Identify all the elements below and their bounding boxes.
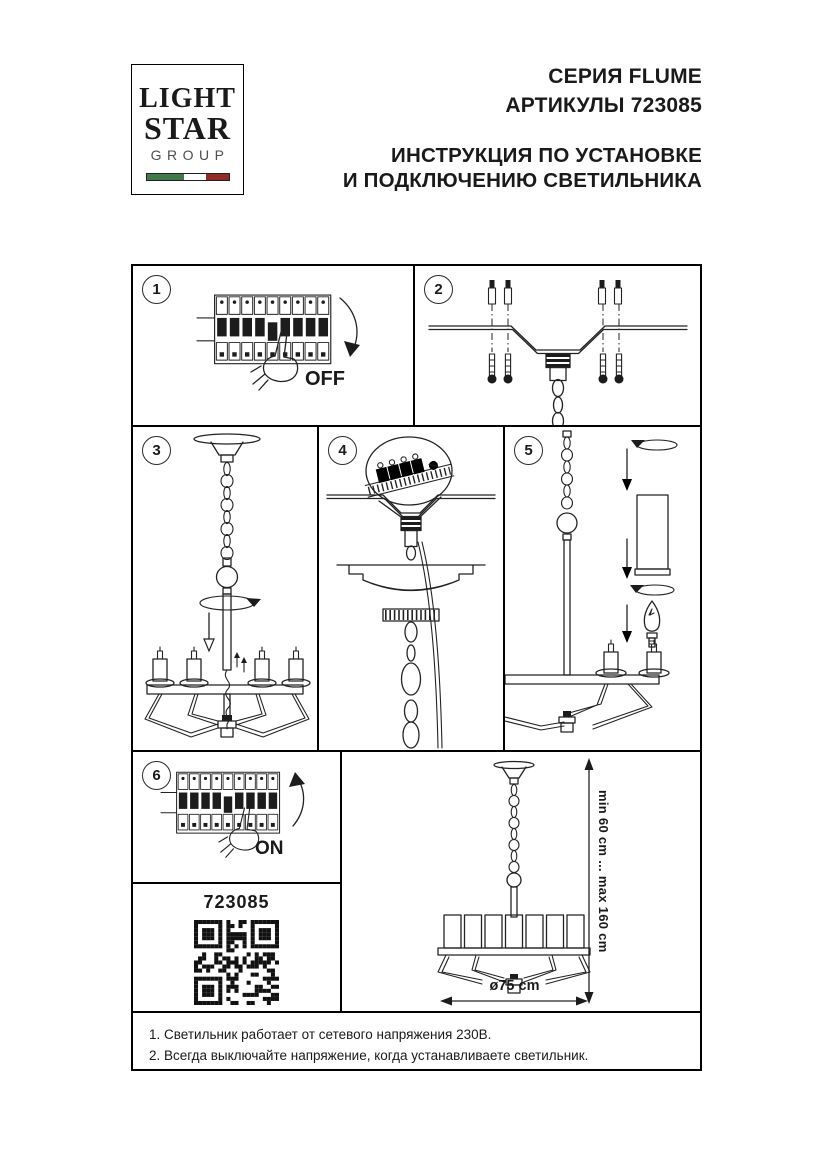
dimensions-figure [342, 752, 700, 1011]
chandelier-hanging-figure [133, 427, 317, 750]
series-title: СЕРИЯ FLUME [548, 65, 702, 88]
step-4-panel [317, 425, 505, 752]
step-5-badge: 5 [514, 436, 543, 465]
lightstar-logo [131, 64, 244, 195]
down-arrow-icon [622, 449, 632, 491]
step-6-panel [131, 750, 342, 884]
shade-cylinder-icon [637, 495, 668, 569]
chain-icon [221, 463, 233, 560]
articles-title: АРТИКУЛЫ 723085 [505, 94, 702, 117]
mounting-bracket-figure [415, 266, 700, 425]
down-arrow-icon [204, 613, 214, 651]
screw-icons [488, 354, 624, 384]
terminal-block-icon [361, 446, 454, 497]
instruction-title-block [343, 143, 702, 193]
rotate-icon [631, 440, 677, 450]
step-2-panel [413, 264, 702, 427]
flag-white-segment [184, 174, 206, 180]
diameter-dimension-label: ø75 cm [489, 978, 540, 994]
height-dimension-arrow [585, 758, 594, 1004]
qr-panel [131, 882, 342, 1013]
step-4-badge: 4 [328, 436, 357, 465]
chain-icon [402, 622, 421, 748]
off-label: OFF [305, 368, 345, 390]
shade-ring-icon [444, 915, 584, 948]
instruction-title-line2: И ПОДКЛЮЧЕНИЮ СВЕТИЛЬНИКА [342, 169, 702, 192]
logo-group-text: GROUP [150, 147, 230, 163]
step-2-badge: 2 [424, 275, 453, 304]
step-6-badge: 6 [142, 761, 171, 790]
qr-article-number: 723085 [203, 892, 270, 912]
wiring-closeup-figure [319, 427, 503, 750]
footer-notes [131, 1011, 702, 1071]
chain-icon [509, 785, 519, 873]
qr-code [194, 920, 279, 1005]
diameter-dimension-arrow [440, 997, 588, 1006]
instruction-title-line1: ИНСТРУКЦИЯ ПО УСТАНОВКЕ [391, 144, 702, 167]
on-label: ON [255, 838, 284, 859]
flag-red-segment [206, 174, 229, 180]
step-3-badge: 3 [142, 436, 171, 465]
candle-socket-icons [596, 640, 669, 677]
frame-arm-icons [505, 684, 652, 730]
arrow-down-curved-icon [340, 298, 360, 357]
italian-flag-bar [146, 173, 230, 181]
arrow-up-curved-icon [289, 772, 305, 826]
step-1-badge: 1 [142, 275, 171, 304]
candle-bulb-icon [644, 601, 659, 647]
flag-green-segment [147, 174, 184, 180]
down-arrow-icon [622, 539, 632, 579]
breaker-off-figure [133, 266, 413, 425]
down-arrow-icon [622, 605, 632, 643]
canopy-icon [337, 565, 485, 591]
shade-bulb-install-figure [505, 427, 700, 750]
wall-anchor-icons [489, 280, 622, 352]
rotate-icon [630, 585, 674, 595]
header-title-block [505, 62, 702, 120]
height-dimension-label: min 60 cm ... max 160 cm [596, 790, 611, 953]
note-2: 2. Всегда выключайте напряжение, когда устанавливаете светильник. [149, 1048, 589, 1063]
note-1: 1. Светильник работает от сетевого напряжения 230В. [149, 1027, 492, 1042]
chain-icon [562, 437, 573, 509]
dimensions-panel [340, 750, 702, 1013]
step-1-panel [131, 264, 415, 427]
step-5-panel [503, 425, 702, 752]
logo-star-text: STAR [144, 110, 231, 146]
step-3-panel [131, 425, 319, 752]
logo-light-text: LIGHT [139, 83, 236, 114]
